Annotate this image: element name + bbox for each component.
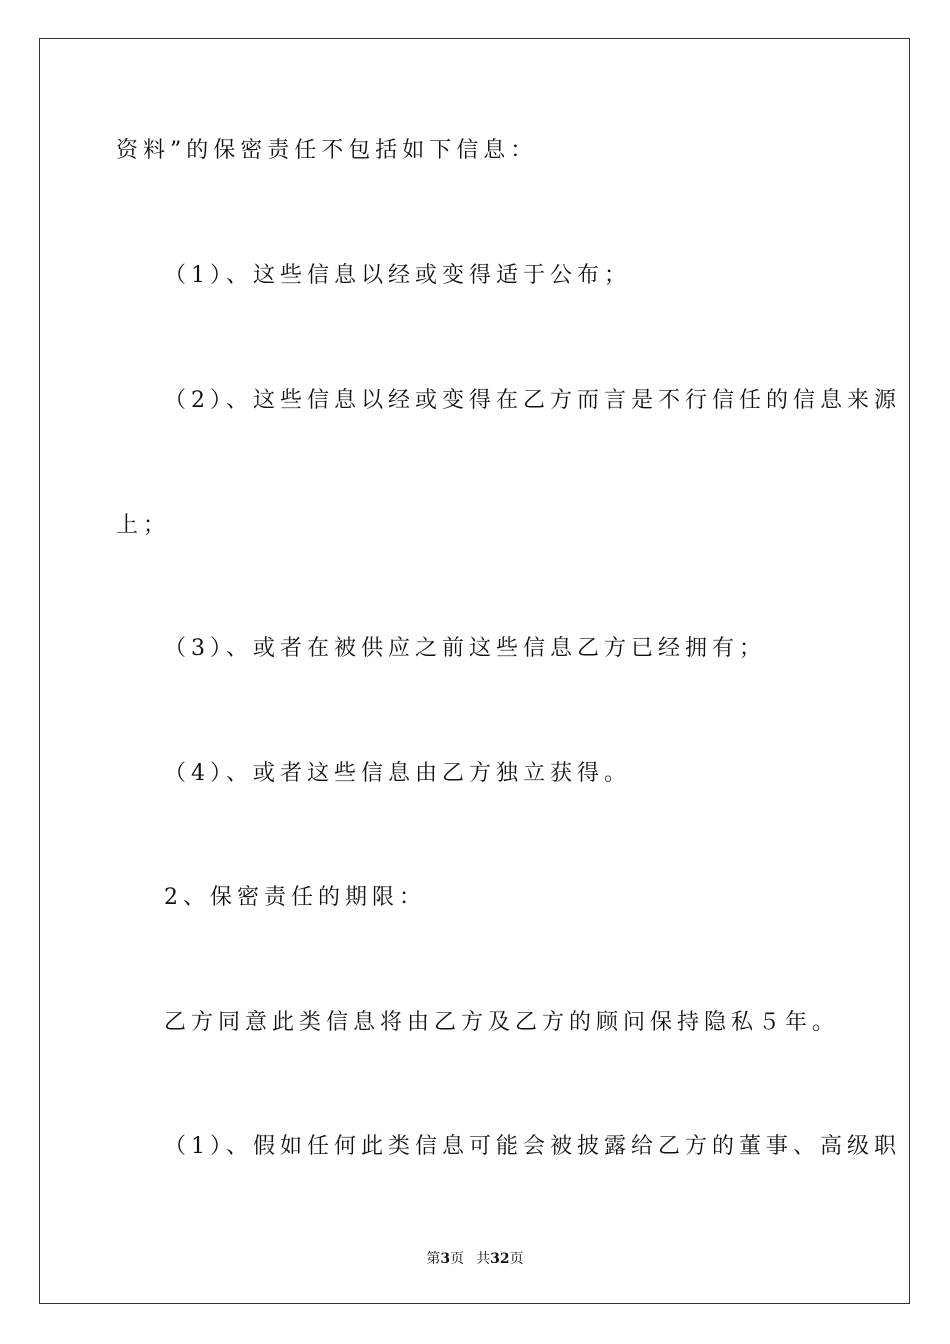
paragraph-line-9: （1）、假如任何此类信息可能会被披露给乙方的董事、高级职 xyxy=(164,1134,901,1159)
paragraph-line-2: （1）、这些信息以经或变得适于公布； xyxy=(164,263,631,288)
footer-total-suffix: 页 xyxy=(509,1251,524,1267)
paragraph-line-6: （4）、或者这些信息由乙方独立获得。 xyxy=(164,761,631,786)
section-heading: 2、保密责任的期限： xyxy=(164,885,426,910)
paragraph-line-1: 资料”的保密责任不包括如下信息： xyxy=(116,138,538,163)
page-footer xyxy=(0,1248,950,1268)
page-border xyxy=(39,38,910,1304)
footer-total-pages: 32 xyxy=(490,1251,510,1267)
paragraph-line-5: （3）、或者在被供应之前这些信息乙方已经拥有； xyxy=(164,636,766,661)
paragraph-line-8: 乙方同意此类信息将由乙方及乙方的顾问保持隐私５年。 xyxy=(164,1010,840,1035)
paragraph-line-4: 上； xyxy=(116,513,171,538)
footer-page-number: 3 xyxy=(440,1251,451,1267)
footer-page-prefix: 第 xyxy=(426,1251,441,1267)
footer-total-prefix: 共 xyxy=(476,1251,491,1267)
paragraph-line-3: （2）、这些信息以经或变得在乙方而言是不行信任的信息来源 xyxy=(164,388,901,413)
footer-page-suffix: 页 xyxy=(450,1251,465,1267)
